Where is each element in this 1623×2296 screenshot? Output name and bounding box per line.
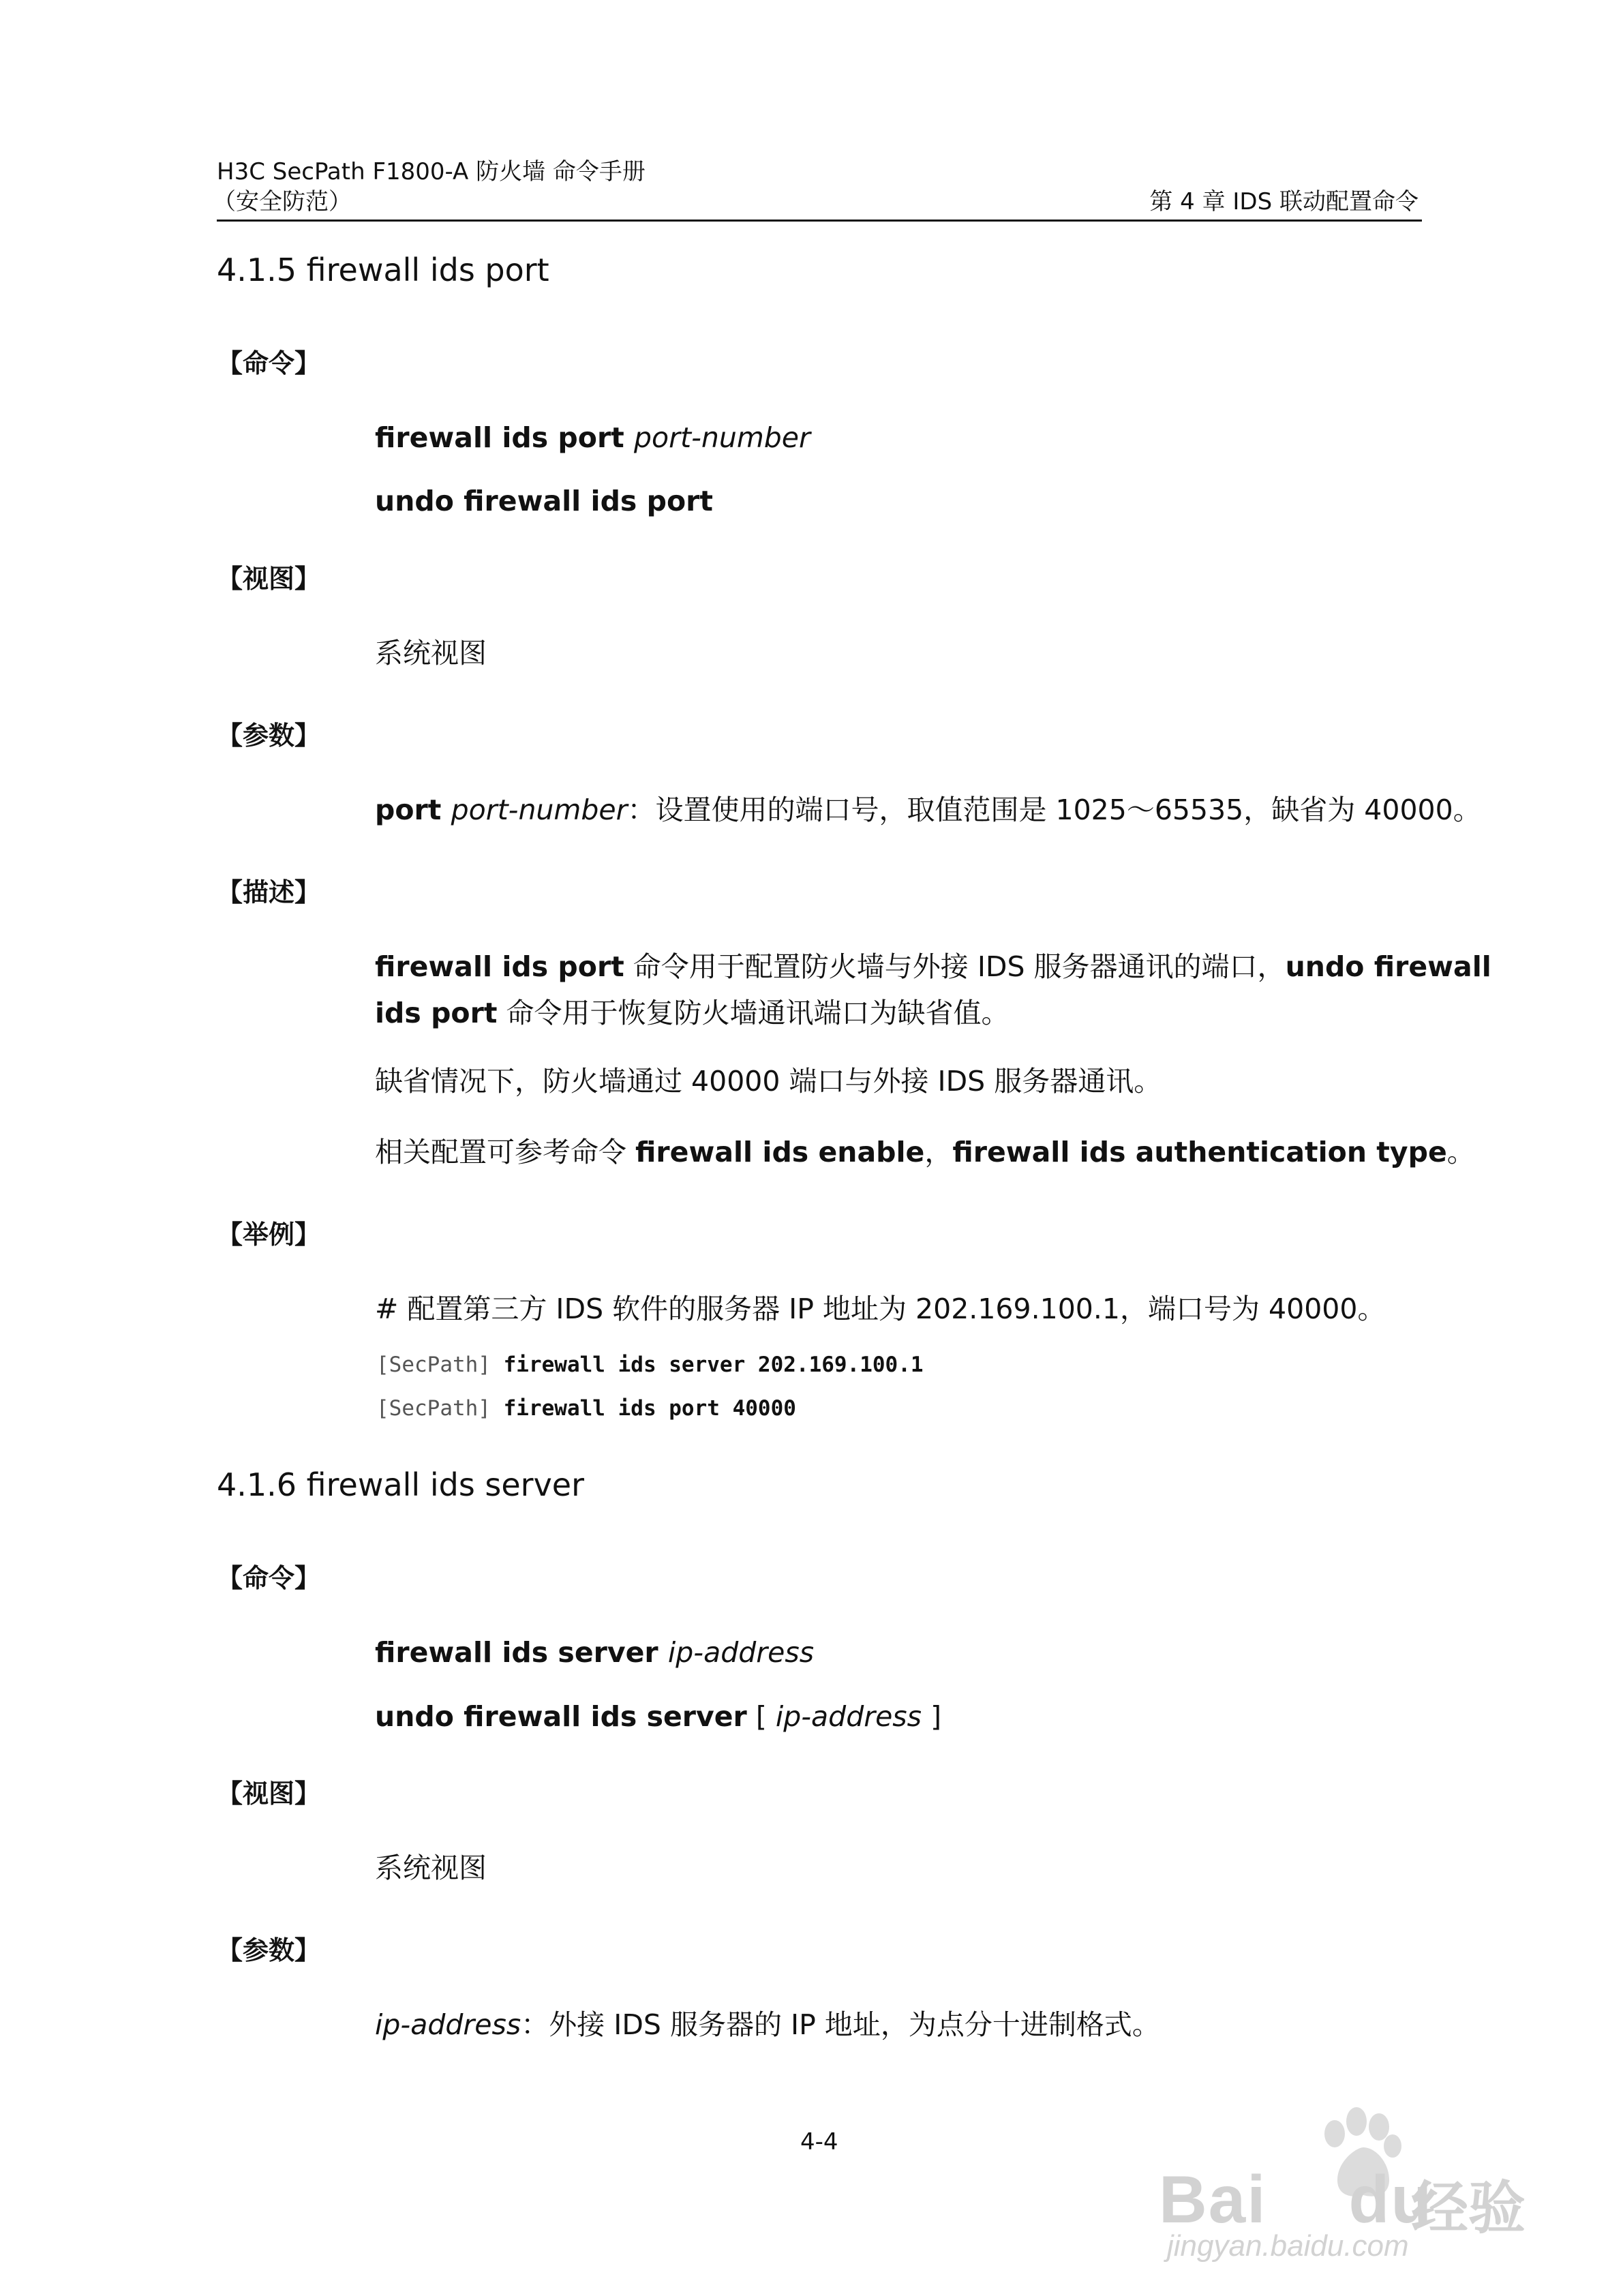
related-cmd2: firewall ids authentication type: [952, 1136, 1447, 1168]
code-prompt: [SecPath]: [376, 1353, 504, 1377]
header-chapter: 第 4 章 IDS 联动配置命令: [1149, 188, 1419, 215]
header-subtitle: （安全防范）: [213, 188, 352, 215]
desc-line1: [375, 949, 1491, 984]
param-desc: ：设置使用的端口号，取值范围是 1025～65535，缺省为 40000。: [627, 794, 1481, 826]
section-title-416: 4.1.6 firewall ids server: [217, 1466, 585, 1503]
param-label: 【参数】: [217, 721, 321, 751]
example-label: 【举例】: [217, 1220, 321, 1250]
command-arg: port-number: [634, 421, 810, 454]
watermark-brand2: du: [1348, 2162, 1434, 2237]
desc-text-cont: 命令用于恢复防火墙通讯端口为缺省值。: [497, 997, 1010, 1029]
undo-keyword: undo firewall ids server: [375, 1700, 747, 1733]
watermark-brand: Bai: [1159, 2162, 1267, 2237]
command-label: 【命令】: [217, 1563, 321, 1593]
undo-command-syntax: [375, 1699, 941, 1734]
baidu-watermark: [1159, 2059, 1568, 2263]
command-syntax: [375, 420, 810, 455]
desc-undo-cmd-cont: ids port: [375, 997, 498, 1029]
code-prompt: [SecPath]: [376, 1396, 504, 1421]
param-keyword: port: [375, 794, 451, 826]
related-sep: ，: [924, 1136, 953, 1168]
view-text: 系统视图: [375, 637, 487, 669]
code-line: [376, 1395, 796, 1422]
command-keyword: firewall ids port: [375, 421, 635, 454]
param-arg: port-number: [451, 794, 628, 826]
view-label: 【视图】: [217, 564, 321, 594]
param-arg: ip-address: [375, 2008, 521, 2041]
code-line: [376, 1351, 924, 1378]
example-text: # 配置第三方 IDS 软件的服务器 IP 地址为 202.169.100.1，端口号为 40000。: [375, 1293, 1386, 1325]
related-prefix: 相关配置可参考命令: [375, 1136, 636, 1168]
desc-text: 命令用于配置防火墙与外接 IDS 服务器通讯的端口，: [624, 950, 1286, 983]
undo-command-syntax: undo firewall ids port: [375, 485, 713, 517]
command-syntax: [375, 1635, 814, 1670]
code-command: firewall ids port 40000: [503, 1396, 796, 1421]
watermark-url: jingyan.baidu.com: [1167, 2229, 1409, 2263]
desc-line2: [375, 995, 1009, 1031]
undo-arg: ip-address: [775, 1700, 922, 1733]
related-end: 。: [1446, 1136, 1475, 1168]
desc-related: [375, 1134, 1475, 1170]
desc-cmd: firewall ids port: [375, 950, 624, 983]
header-title: H3C SecPath F1800-A 防火墙 命令手册: [217, 158, 646, 185]
command-arg: ip-address: [667, 1636, 815, 1669]
view-text: 系统视图: [375, 1852, 487, 1884]
watermark-cn: 经验: [1411, 2176, 1526, 2240]
desc-label: 【描述】: [217, 877, 321, 907]
param-desc: ：外接 IDS 服务器的 IP 地址，为点分十进制格式。: [521, 2008, 1160, 2041]
desc-undo-cmd: undo firewall: [1285, 950, 1491, 983]
code-command: firewall ids server 202.169.100.1: [503, 1353, 924, 1377]
bracket-open: [: [746, 1700, 776, 1733]
bracket-close: ]: [922, 1700, 942, 1733]
desc-default: 缺省情况下，防火墙通过 40000 端口与外接 IDS 服务器通讯。: [375, 1065, 1162, 1098]
header-rule: [217, 220, 1422, 222]
section-title-415: 4.1.5 firewall ids port: [217, 252, 549, 288]
command-label: 【命令】: [217, 348, 321, 378]
param-text: [375, 2007, 1160, 2042]
command-keyword: firewall ids server: [375, 1636, 668, 1669]
view-label: 【视图】: [217, 1779, 321, 1809]
page-number: 4-4: [800, 2128, 838, 2156]
related-cmd1: firewall ids enable: [635, 1136, 925, 1168]
param-text: [375, 792, 1481, 828]
param-label: 【参数】: [217, 1935, 321, 1965]
